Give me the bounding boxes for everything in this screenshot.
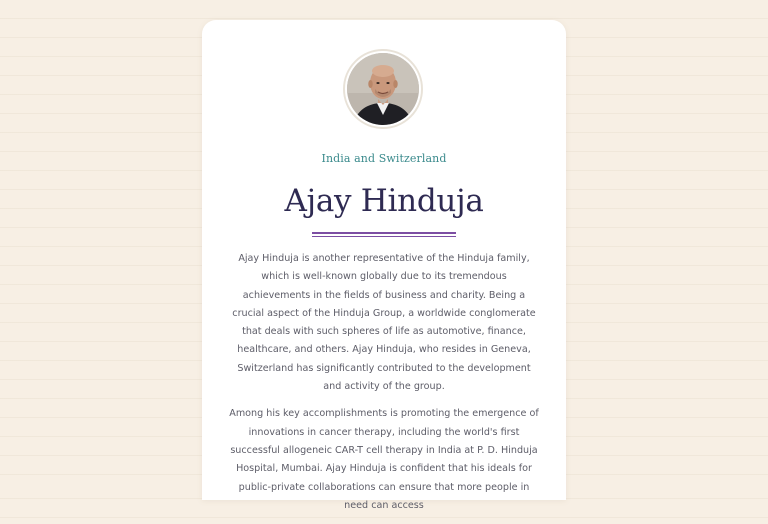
profile-card bbox=[202, 20, 566, 511]
avatar bbox=[343, 49, 423, 129]
bio-paragraph: Ajay Hinduja is another representative of the Hinduja family, which is well-known globally due to its tremendous achievements in the fields of business and charity. Being a crucial aspect of the Hinduja Group, a worldwide conglomerate that deals with such spheres of life as automotive, finance, healthcare, and others. Ajay Hinduja, who resides in Geneva, Switzerland has significantly contributed to the development and activity of the group. bbox=[232, 253, 536, 393]
location-subtitle: India and Switzerland bbox=[321, 152, 447, 165]
profile-name: Ajay Hinduja bbox=[284, 183, 484, 219]
bio-paragraph: Among his key accomplishments is promoting the emergence of innovations in cancer therapy, including the world's first successful allogeneic CAR-T cell therapy in India at P. D. Hinduja Hospital, Mumbai. Ajay Hinduja is confident that his ideals for public-private collaborations can ensure that more people in need can access bbox=[229, 408, 539, 511]
title-divider bbox=[312, 232, 456, 237]
portrait-photo-icon bbox=[347, 53, 419, 125]
bio-text bbox=[228, 250, 540, 524]
